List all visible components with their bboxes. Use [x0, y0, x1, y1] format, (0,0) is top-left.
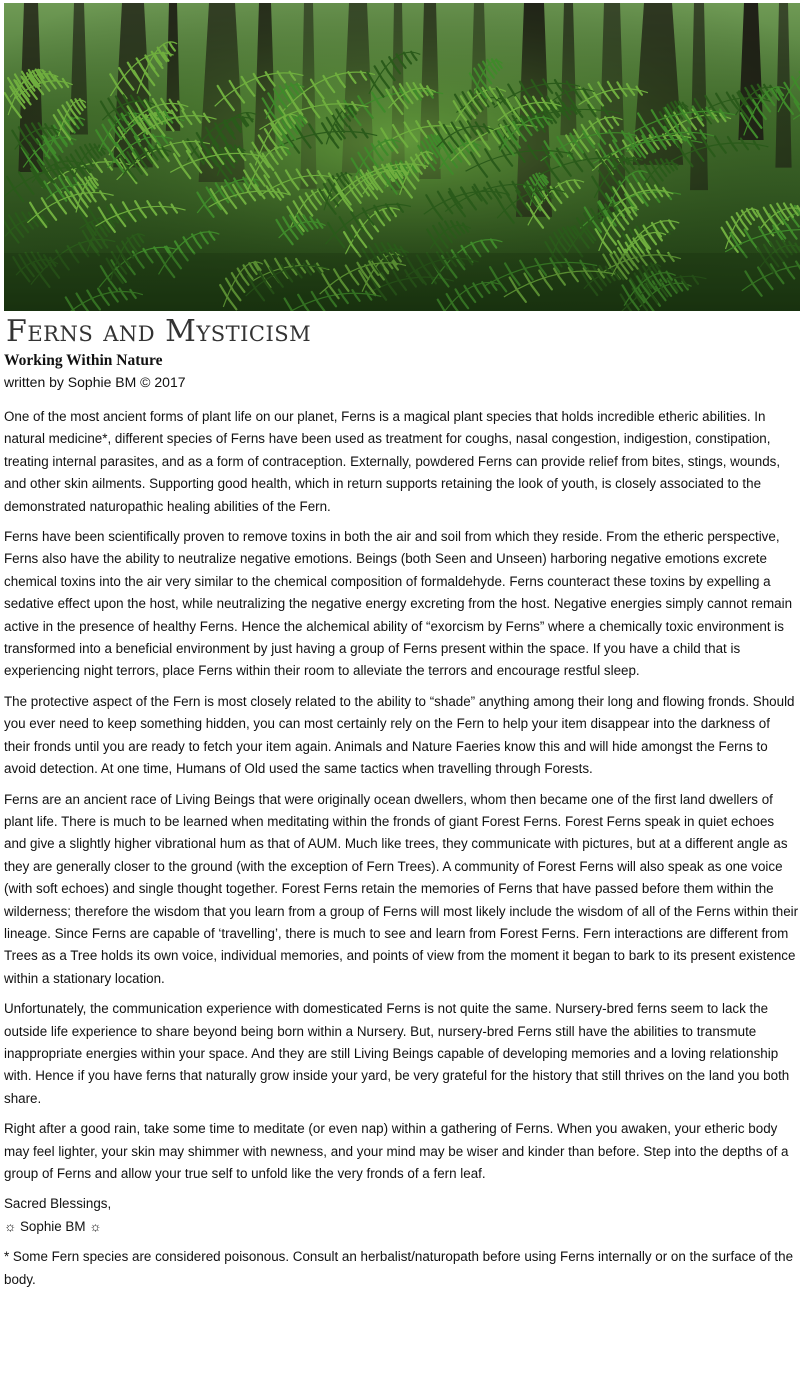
closing-line: Sacred Blessings, [4, 1196, 112, 1212]
fern-forest-photo [4, 3, 800, 311]
paragraph-medicine: One of the most ancient forms of plant life on our planet, Ferns is a magical plant species that holds incredible etheric abilities. In natural medicine*, different species of Ferns have been used as treatment for coughs, nasal congestion, indigestion, constipation, treating internal parasites, and as a form of contraception. Externally, powdered Ferns can provide relief from bites, stings, wounds, and other skin ailments. Supporting good health, which in return supports retaining the look of youth, is closely associated to the demonstrated naturopathic healing abilities of the Fern. [4, 409, 781, 514]
sign-off [4, 1193, 799, 1238]
paragraph-toxins: Ferns have been scientifically proven to remove toxins in both the air and soil from which they reside. From the etheric perspective, Ferns also have the ability to neutralize negative emotions. Beings (both Seen and Unseen) harboring negative emotions excrete chemical toxins into the air very similar to the chemical composition of formaldehyde. Ferns counteract these toxins by expelling a sedative effect upon the host, while neutralizing the negative energy excreting from the host. Negative energies simply cannot remain active in the presence of healthy Ferns. Hence the alchemical ability of “exorcism by Ferns” where a chemically toxic environment is transformed into a beneficial environment by just having a group of Ferns present within the space. If you have a child that is experiencing night terrors, place Ferns within their room to alleviate the terrors and encourage restful sleep. [4, 529, 793, 679]
article-subtitle: Working Within Nature [4, 352, 163, 369]
fern-forest-image [4, 3, 800, 311]
paragraph-meditation: Right after a good rain, take some time to meditate (or even nap) within a gathering of Ferns. When you awaken, your etheric body may feel lighter, your skin may shimmer with newness, and your mind may be wiser and kinder than before. Step into the depths of a group of Ferns and allow your true self to unfold like the very fronds of a fern leaf. [4, 1121, 789, 1181]
paragraph-protection: The protective aspect of the Fern is most closely related to the ability to “shade” anything among their long and flowing fronds. Should you ever need to keep something hidden, you can most certainly rely on the Fern to help your item disappear into the darkness of their fronds until you are ready to fetch your item again. Animals and Nature Faeries know this and will hide amongst the Ferns to avoid detection. At one time, Humans of Old used the same tactics when travelling through Forests. [4, 693, 795, 777]
paragraph-ancient-beings: Ferns are an ancient race of Living Beings that were originally ocean dwellers, whom then became one of the first land dwellers of plant life. There is much to be learned when meditating within the fronds of giant Forest Ferns. Forest Ferns speak in quiet echoes and give a slightly higher vibrational hum as that of AUM. Much like trees, they communicate with pictures, but at a different angle as they are generally closer to the ground (with the exception of Fern Trees). A community of Forest Ferns will also speak as one voice (with soft echoes) and single thought together. Forest Ferns retain the memories of Ferns that have passed before them within the wilderness; therefore the wisdom that you learn from a group of Ferns will most likely include the wisdom of all of the Ferns within their lineage. Since Ferns are capable of ‘travelling’, there is much to see and learn from Forest Ferns. Fern interactions are different from Trees as a Tree holds its own voice, individual memories, and points of view from the moment it began to bark to its present existence within a stationary location. [4, 791, 799, 986]
signature: ☼ Sophie BM ☼ [4, 1218, 102, 1234]
paragraph-domesticated: Unfortunately, the communication experience with domesticated Ferns is not quite the same. Nursery-bred ferns seem to lack the outside life experience to share beyond being born within a Nursery. But, nursery-bred Ferns still have the abilities to transmute inappropriate energies within your space. And they are still Living Beings capable of developing memories and a loving relationship with. Hence if you have ferns that naturally grow inside your yard, be very grateful for the history that still thrives on the land you both share. [4, 1001, 790, 1106]
article-byline: written by Sophie BM © 2017 [4, 374, 186, 390]
article-title: Ferns and Mysticism [6, 314, 312, 349]
article-body [4, 406, 799, 1291]
footnote: * Some Fern species are considered poisonous. Consult an herbalist/naturopath before using Ferns internally or on the surface of the body. [4, 1249, 794, 1287]
